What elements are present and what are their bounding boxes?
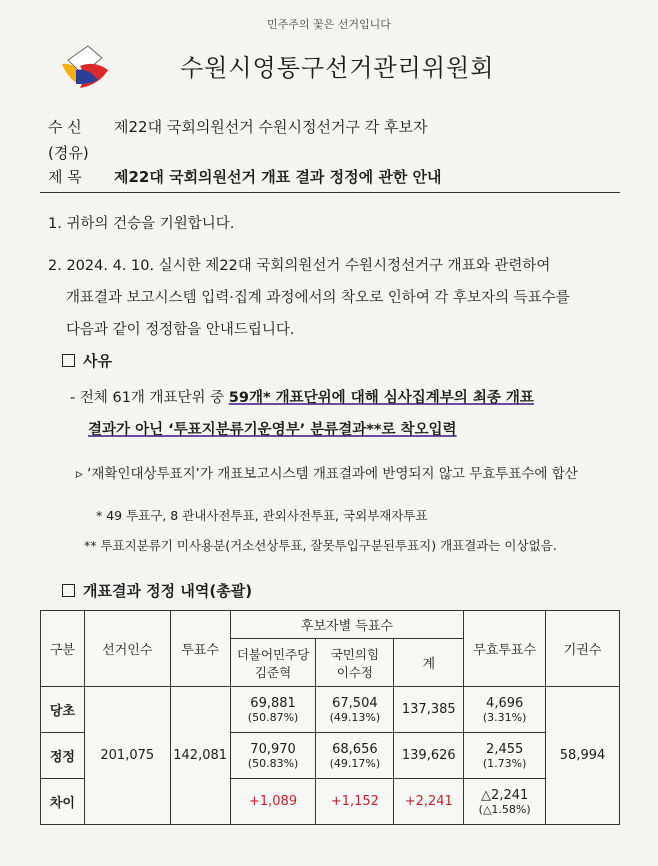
value: 67,504 bbox=[332, 695, 378, 711]
candidate-2-votes bbox=[316, 687, 394, 733]
reason-line-2: 결과가 아닌 ‘투표지분류기운영부’ 분류결과**로 착오입력 bbox=[88, 422, 457, 438]
header-abstain: 기권수 bbox=[546, 611, 620, 687]
header-electors: 선거인수 bbox=[84, 611, 170, 687]
header-candidate-2 bbox=[316, 639, 394, 687]
percent: (1.73%) bbox=[482, 756, 527, 770]
invalid-votes bbox=[464, 687, 546, 733]
value: 69,881 bbox=[250, 695, 296, 711]
footnote-1: * 49 투표구, 8 관내사전투표, 관외사전투표, 국외부재자투표 bbox=[96, 508, 428, 523]
header-total: 계 bbox=[394, 639, 464, 687]
table-title: 개표결과 정정 내역(총괄) bbox=[83, 582, 253, 600]
electors-cell: 201,075 bbox=[84, 687, 170, 825]
candidate-1-diff: +1,089 bbox=[230, 779, 316, 825]
header-invalid: 무효투표수 bbox=[464, 611, 546, 687]
recipient-label: 수 신 bbox=[48, 118, 82, 136]
election-commission-logo bbox=[58, 40, 114, 92]
checkbox-square-icon bbox=[62, 354, 75, 367]
candidate-2-diff: +1,152 bbox=[316, 779, 394, 825]
total-diff: +2,241 bbox=[394, 779, 464, 825]
candidate-1-votes bbox=[230, 733, 316, 779]
recipient-value: 제22대 국회의원선거 수원시정선거구 각 후보자 bbox=[114, 118, 428, 136]
via-label: (경유) bbox=[48, 144, 89, 162]
table-row-original bbox=[41, 687, 620, 733]
table-header-row bbox=[41, 611, 620, 639]
voters-cell: 142,081 bbox=[170, 687, 230, 825]
paragraph-2-line-2: 개표결과 보고시스템 입력·집계 과정에서의 착오로 인하여 각 후보자의 득표수를 bbox=[66, 290, 570, 306]
reason-line-1-emphasis: 59개* 개표단위에 대해 심사집계부의 최종 개표 bbox=[228, 390, 534, 406]
candidate-1-votes bbox=[230, 687, 316, 733]
percent: (△1.58%) bbox=[478, 802, 531, 816]
reason-line-1-prefix: - 전체 61개 개표단위 중 bbox=[70, 390, 229, 406]
subject-value: 제22대 국회의원선거 개표 결과 정정에 관한 안내 bbox=[114, 168, 442, 186]
header-candidate-1 bbox=[230, 639, 316, 687]
subject-row bbox=[48, 166, 442, 187]
candidate-2-party: 국민의힘 bbox=[330, 646, 380, 662]
paragraph-2-line-1: 2. 2024. 4. 10. 실시한 제22대 국회의원선거 수원시정선거구 개표와 관련하여 bbox=[48, 258, 551, 274]
invalid-diff bbox=[464, 779, 546, 825]
candidate-2-votes bbox=[316, 733, 394, 779]
candidate-2-name: 이수정 bbox=[336, 664, 373, 680]
header-voters: 투표수 bbox=[170, 611, 230, 687]
row-label: 차이 bbox=[41, 779, 85, 825]
value: △2,241 bbox=[481, 787, 529, 803]
invalid-votes bbox=[464, 733, 546, 779]
percent: (3.31%) bbox=[482, 710, 527, 724]
value: 4,696 bbox=[486, 695, 524, 711]
footnote-2: ** 투표지분류기 미사용분(거소선상투표, 잘못투입구분된투표지) 개표결과는 이상없음. bbox=[84, 538, 557, 553]
organization-name: 수원시영통구선거관리위원회 bbox=[180, 54, 495, 82]
bullet-note: ▹ ‘재확인대상투표지’가 개표보고시스템 개표결과에 반영되지 않고 무효투표수에 합산 bbox=[76, 466, 578, 482]
subject-label: 제 목 bbox=[48, 168, 82, 186]
paragraph-1: 1. 귀하의 건승을 기원합니다. bbox=[48, 216, 235, 232]
row-label: 정정 bbox=[41, 733, 85, 779]
value: 70,970 bbox=[250, 741, 296, 757]
checkbox-square-icon bbox=[62, 584, 75, 597]
candidate-1-name: 김준혁 bbox=[254, 664, 292, 680]
reason-title: 사유 bbox=[83, 352, 112, 370]
row-label: 당초 bbox=[41, 687, 85, 733]
value: 2,455 bbox=[486, 741, 524, 757]
total-votes: 139,626 bbox=[394, 733, 464, 779]
reason-line-1 bbox=[70, 386, 534, 407]
percent: (50.83%) bbox=[247, 756, 299, 770]
value: 68,656 bbox=[332, 741, 378, 757]
percent: (49.13%) bbox=[329, 710, 381, 724]
header-category: 구분 bbox=[41, 611, 85, 687]
reason-heading bbox=[62, 350, 112, 371]
slogan: 민주주의 꽃은 선거입니다 bbox=[267, 18, 391, 31]
percent: (49.17%) bbox=[329, 756, 381, 770]
header-candidates: 후보자별 득표수 bbox=[230, 611, 464, 639]
candidate-1-party: 더불어민주당 bbox=[236, 646, 310, 662]
recipient-row bbox=[48, 116, 427, 137]
vote-results-table bbox=[40, 610, 620, 825]
total-votes: 137,385 bbox=[394, 687, 464, 733]
percent: (50.87%) bbox=[247, 710, 299, 724]
paragraph-2-line-3: 다음과 같이 정정함을 안내드립니다. bbox=[66, 322, 295, 338]
header-divider bbox=[40, 192, 620, 193]
table-heading bbox=[62, 580, 252, 601]
abstain-cell: 58,994 bbox=[546, 687, 620, 825]
